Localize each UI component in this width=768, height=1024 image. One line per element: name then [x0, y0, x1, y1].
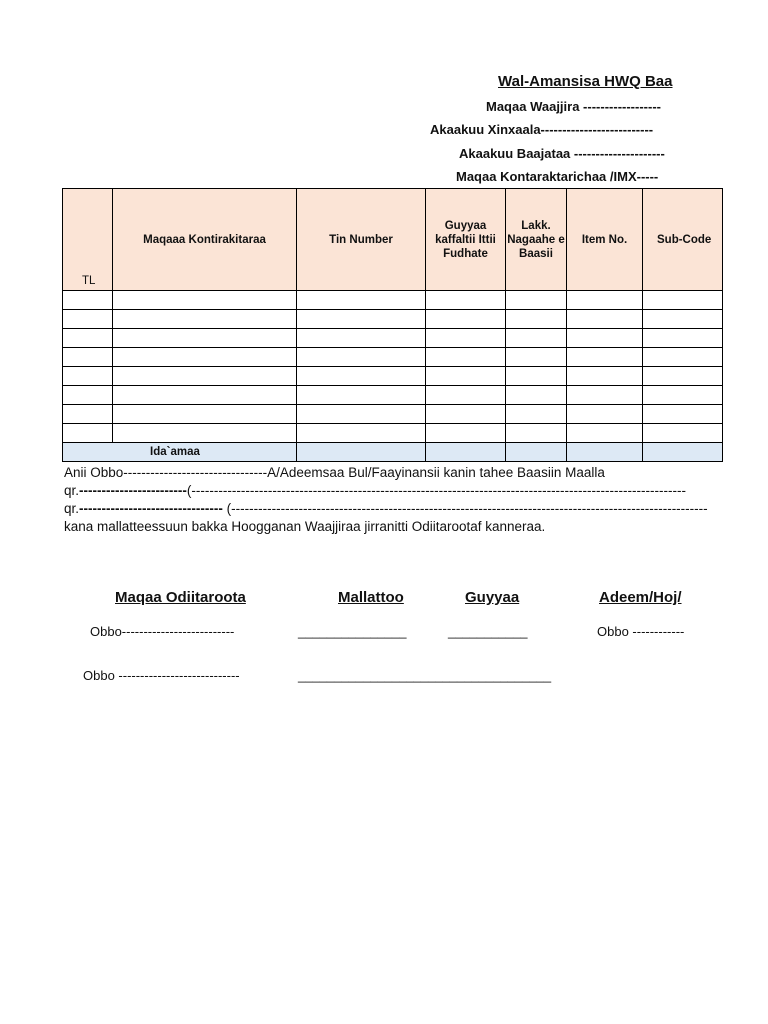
total-row — [63, 443, 723, 462]
table-row — [63, 291, 723, 310]
amount-prefix: qr. — [64, 501, 80, 516]
table-row — [63, 386, 723, 405]
amount-prefix: qr. — [64, 483, 80, 498]
account-analysis-line: Akaakuu Xinxaala-------------------------- — [430, 122, 654, 137]
document-title: Wal-Amansisa HWQ Baa — [498, 73, 673, 90]
statement-line-2 — [64, 483, 686, 498]
table-row — [63, 348, 723, 367]
column-header-voucher-no: Lakk. Nagaahe e Baasii — [506, 189, 567, 291]
column-header-item-no: Item No. — [567, 189, 643, 291]
column-header-sub-code: Sub-Code — [643, 189, 723, 291]
statement-line-4: kana mallatteessuun bakka Hoogganan Waajjiraa jirranitti Odiitarootaf kanneraa. — [64, 519, 546, 534]
table-row — [63, 329, 723, 348]
date-blank-1: ___________ — [448, 624, 528, 639]
column-header-tin: Tin Number — [297, 189, 426, 291]
amount-figure-blank: ------------------------ — [79, 483, 187, 498]
date-header: Guyyaa — [465, 589, 520, 606]
table-row — [63, 405, 723, 424]
contractor-name-line: Maqaa Kontaraktarichaa /IMX----- — [456, 169, 659, 184]
auditor-name-blank-2: Obbo ---------------------------- — [83, 668, 240, 683]
budget-type-line: Akaakuu Baajataa --------------------- — [459, 146, 665, 161]
auditor-name-blank-1: Obbo-------------------------- — [90, 624, 235, 639]
amount-figure-blank: -------------------------------- — [79, 501, 223, 516]
official-header: Adeem/Hoj/ — [599, 589, 682, 606]
payment-table — [62, 188, 723, 462]
statement-line-3 — [64, 501, 708, 516]
column-header-contractor: Maqaaa Kontirakitaraa — [113, 189, 297, 291]
column-header-payment-date: Guyyaa kaffaltii Ittii Fudhate — [426, 189, 506, 291]
auditor-name-header: Maqaa Odiitaroota — [115, 589, 246, 606]
official-name-blank: Obbo ------------ — [597, 624, 685, 639]
table-row — [63, 424, 723, 443]
column-header-tl: TL — [63, 189, 113, 291]
signature-blank-2: ___________________________________ — [298, 668, 552, 683]
amount-words-blank: (-------------------------------------------------------------------------------------------------------------- — [186, 483, 686, 498]
amount-words-blank: (---------------------------------------------------------------------------------------------------------- — [222, 501, 708, 516]
total-label: Ida`amaa — [63, 443, 297, 462]
office-name-line: Maqaa Waajjira ------------------ — [486, 99, 661, 114]
signature-header: Mallattoo — [338, 589, 404, 606]
statement-line-1: Anii Obbo--------------------------------A/Adeemsaa Bul/Faayinansii kanin tahee Baasiin Maalla — [64, 465, 605, 480]
table-row — [63, 367, 723, 386]
table-row — [63, 310, 723, 329]
signature-blank-1: _______________ — [298, 624, 407, 639]
